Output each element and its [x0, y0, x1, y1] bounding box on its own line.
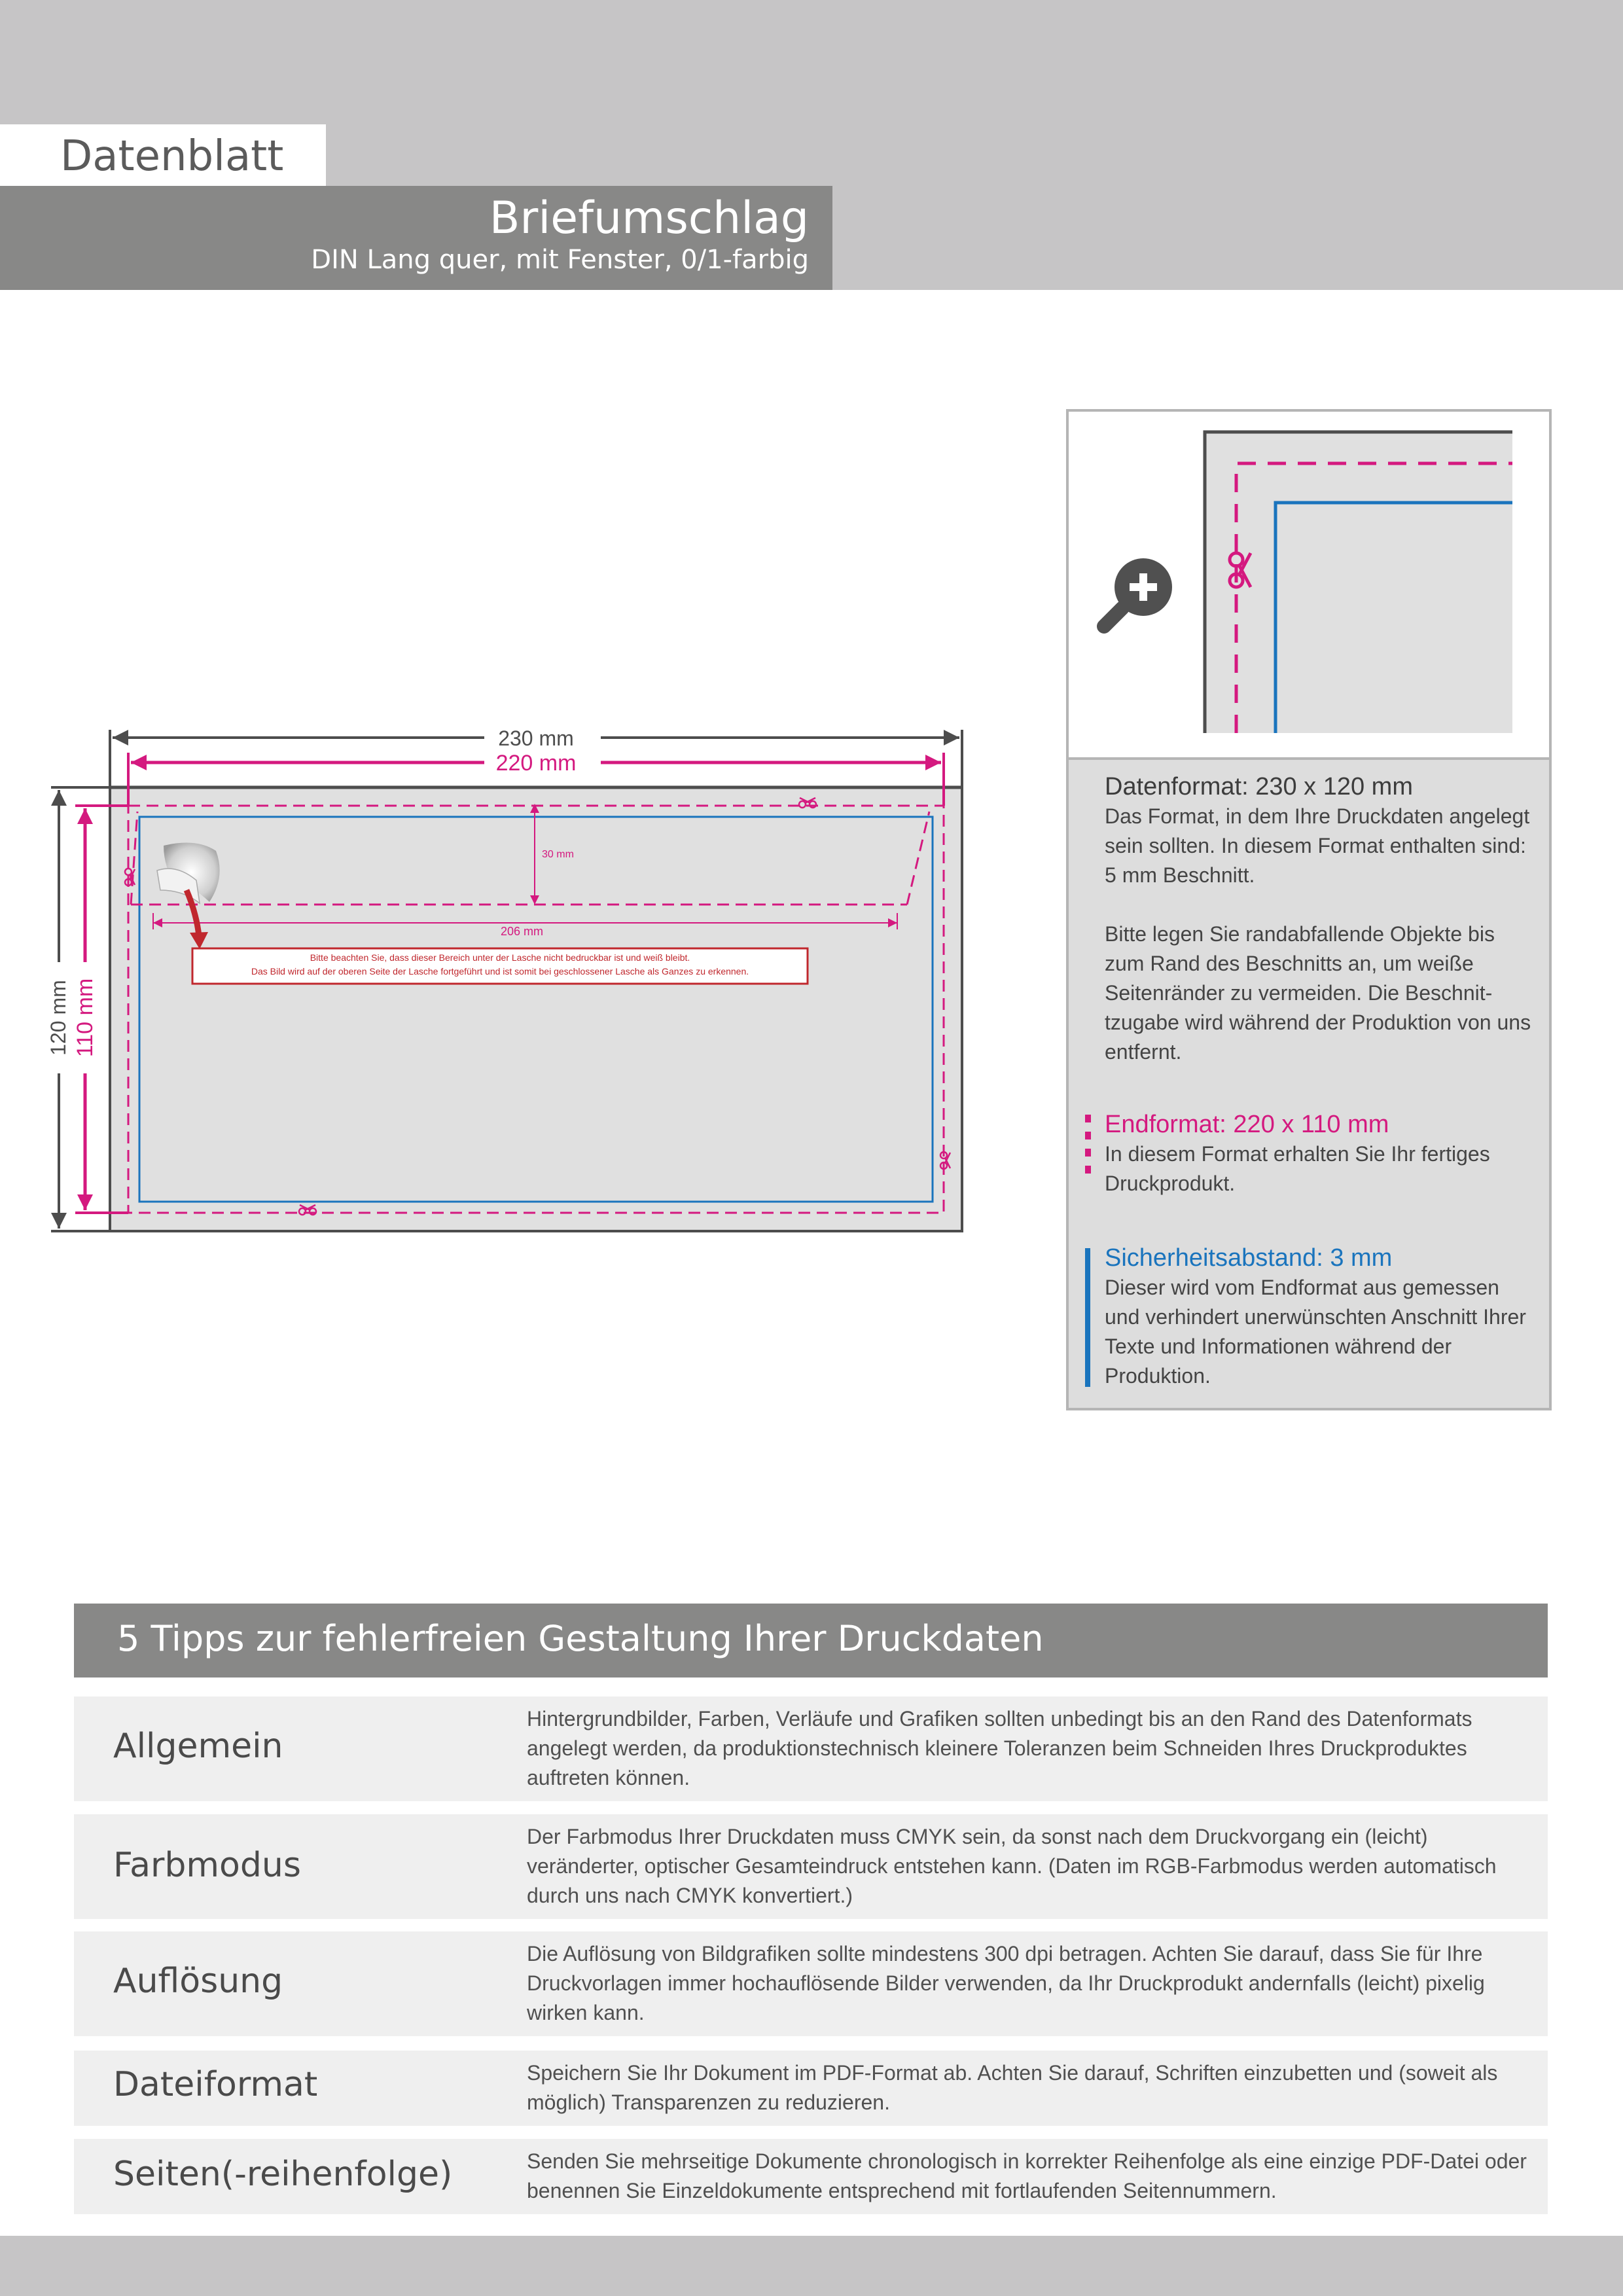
tip-title: Allgemein — [113, 1727, 283, 1766]
doc-label: Datenblatt — [60, 132, 284, 181]
tip-title: Dateiformat — [113, 2065, 318, 2104]
endformat-marker — [1085, 1132, 1091, 1139]
zoom-in-icon — [1104, 558, 1172, 626]
flap-depth-label: 30 mm — [542, 849, 574, 860]
notice-line-1: Bitte beachten Sie, dass dieser Bereich unter der Lasche nicht bedruckbar ist und weiß bleibt. — [310, 952, 690, 963]
footer-band — [0, 2236, 1623, 2296]
datenformat-block — [1105, 772, 1537, 1067]
tip-text: Speichern Sie Ihr Dokument im PDF-Format ab. Achten Sie darauf, Schriften einzubetten und (soweit als möglich) Transparenzen zu reduzieren. — [527, 2061, 1498, 2114]
tip-text: Hintergrundbilder, Farben, Verläufe und Grafiken sollten unbedingt bis an den Rand des Datenformats angelegt werden, da produktionstechnisch kleinere Toleranzen beim Schneiden Ihres Druckproduktes auftreten können. — [527, 1707, 1472, 1789]
notice-line-2: Das Bild wird auf der oberen Seite der Lasche fortgeführt und ist somit bei geschlossener Lasche als Ganzes zu erkennen. — [251, 966, 749, 977]
product-title: Briefumschlag — [489, 192, 809, 244]
tip-title: Farbmodus — [113, 1846, 301, 1885]
datenformat-text: Das Format, in dem Ihre Druckdaten angelegt sein sollten. In diesem Format enthalten sind: 5 mm Beschnitt. — [1105, 804, 1530, 887]
tip-row — [74, 2051, 1548, 2126]
sicherheit-block — [1105, 1243, 1537, 1391]
endformat-title: Endformat: 220 x 110 mm — [1105, 1111, 1389, 1138]
width-outer-label: 230 mm — [498, 726, 574, 750]
endformat-marker — [1085, 1149, 1091, 1157]
tip-title: Auflösung — [113, 1962, 283, 2001]
tip-row — [74, 2139, 1548, 2214]
tips-heading: 5 Tipps zur fehlerfreien Gestaltung Ihrer Druckdaten — [117, 1618, 1044, 1659]
datenformat-note: Bitte legen Sie randabfallende Objekte bis zum Rand des Beschnitts an, um weiße Seitenränder zu vermeiden. Die Beschnit-tzugabe wird während der Produktion von uns entfernt. — [1105, 922, 1531, 1064]
endformat-marker — [1085, 1166, 1091, 1174]
tip-row — [74, 1814, 1548, 1919]
doc-label-box — [0, 124, 326, 186]
height-outer-label: 120 mm — [46, 980, 70, 1056]
width-inner-label: 220 mm — [495, 751, 577, 776]
tips-heading-bar — [74, 1604, 1548, 1677]
sicherheit-text: Dieser wird vom Endformat aus gemessen und verhindert unerwünschten Anschnitt Ihrer Texte und Informationen während der Produktion. — [1105, 1276, 1526, 1388]
tip-row — [74, 1931, 1548, 2036]
product-title-box — [0, 186, 832, 290]
tip-text: Die Auflösung von Bildgrafiken sollte mindestens 300 dpi betragen. Achten Sie darauf, dass Sie für Ihre Druckvorlagen immer hochauflösende Bilder verwenden, da Ihr Druckprodukt andernfalls (leicht) pixelig wirken kann. — [527, 1942, 1485, 2024]
flap-width-label: 206 mm — [501, 925, 544, 938]
format-info-panel — [1066, 409, 1552, 1410]
endformat-text: In diesem Format erhalten Sie Ihr fertiges Druckprodukt. — [1105, 1142, 1490, 1195]
product-subtitle: DIN Lang quer, mit Fenster, 0/1-farbig — [311, 245, 809, 275]
tip-text: Senden Sie mehrseitige Dokumente chronologisch in korrekter Reihenfolge als eine einzige PDF-Datei oder benennen Sie Einzeldokumente entsprechend mit fortlaufenden Seitennummern. — [527, 2149, 1527, 2202]
tip-title: Seiten(-reihenfolge) — [113, 2155, 453, 2194]
zoom-detail — [1069, 412, 1549, 760]
sicherheit-title: Sicherheitsabstand: 3 mm — [1105, 1244, 1393, 1272]
data-format-area — [110, 787, 962, 1231]
endformat-block — [1105, 1109, 1537, 1198]
tip-text: Der Farbmodus Ihrer Druckdaten muss CMYK sein, da sonst nach dem Druckvorgang ein (leicht) veränderter, optischer Gesamteindruck entstehen kann. (Daten im RGB-Farbmodus werden automatisch durch uns nach CMYK konvertiert.) — [527, 1825, 1497, 1907]
tip-row — [74, 1696, 1548, 1801]
safety-marker — [1085, 1248, 1090, 1387]
datenformat-title: Datenformat: 230 x 120 mm — [1105, 773, 1413, 800]
height-inner-label: 110 mm — [73, 978, 98, 1058]
endformat-marker — [1085, 1115, 1091, 1122]
